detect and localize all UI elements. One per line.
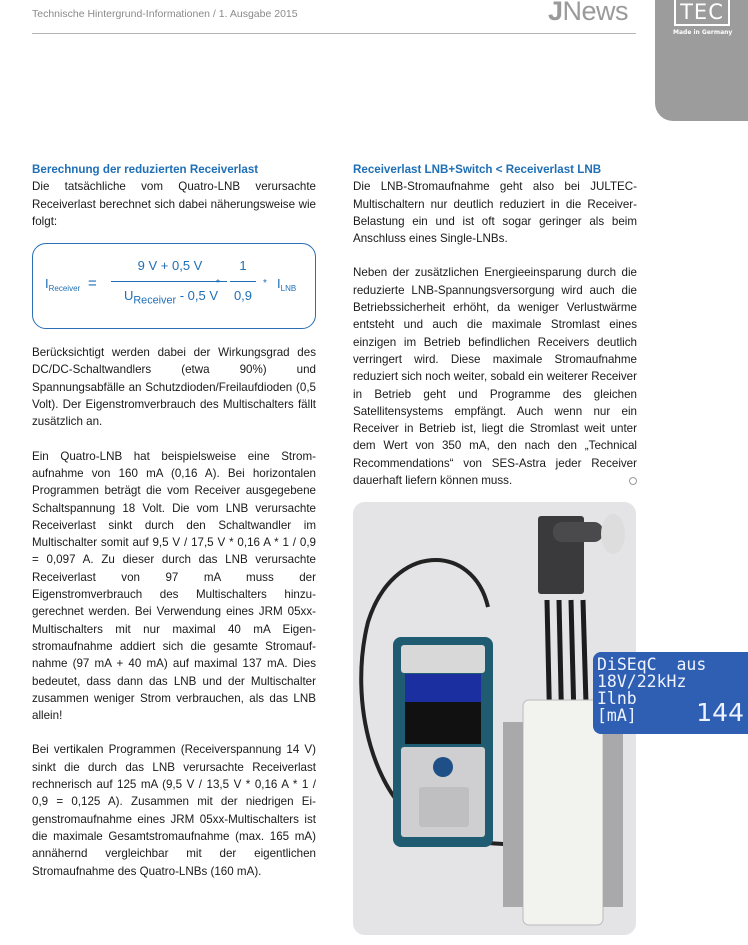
meter-number-keys xyxy=(419,787,469,827)
formula-efficiency: 0,9 xyxy=(233,288,253,303)
multiswitch xyxy=(523,700,603,925)
formula-rhs-subscript: LNB xyxy=(280,284,297,293)
logo-news: News xyxy=(562,0,629,26)
publication-title: Technische Hintergrund-Informationen / 1. Ausgabe 2015 xyxy=(32,8,298,20)
lcd-line: Ilnb xyxy=(597,689,637,708)
formula-denominator-rest: - 0,5 V xyxy=(176,288,219,303)
paragraph: Bei vertikalen Programmen (Receiverspannung 14 V) sinkt die durch das LNB verursachte Receiverlast rechnerisch auf 125 mA (9,5 V / 13,5 V * 0,16 A * 1 / 0,9 = 0,125 A). Zusammen mit der niedrigen Eigenstromaufnahme eines JRM 05xx-Multischalters ist die maximale Gesamtstromaufnahme (max. 165 mA) annähernd vergleichbar mit der eigentlichen Stromaufnahme des Quatro-LNBs (160 mA). xyxy=(32,743,316,878)
multiswitch-ports-right xyxy=(603,722,623,907)
paragraph: Ein Quatro-LNB hat beispielsweise eine Stromaufnahme von 160 mA (0,16 A). Bei horizontalen Programmen beträgt die vom Receiver ausgegebene Schaltspannung 18 Volt. Die vom LNB verursachte Receiverlast sinkt durch den Schaltwandler im Multischalter somit auf 9,5 V / 17,5 V * 0,16 A * 1 / 0,9 = 0,097 A. Zu dieser durch das LNB verursachte Receiverlast von 97 mA muss der Eigenstromverbrauch des Multischalters hinzugerechnet werden. Bei Verwendung eines JRM 05xx-Multischalters mit nur maximal 40 mA Eigenstromaufnahme addiert sich die gesamte Stromaufnahme (97 mA + 40 mA) auf maximal 137 mA. Dies bedeutet, dass dann das LNB und der Multischalter zusammen weniger Strom verbrauchen, als das LNB allein! xyxy=(32,449,316,723)
fraction-bar xyxy=(111,281,227,282)
brand-tagline: Made in Germany xyxy=(673,29,733,36)
right-column xyxy=(353,161,637,489)
paragraph: Die LNB-Stromaufnahme geht also bei JULTEC-Multischaltern nur deutlich reduziert in die Receiver-Belastung ein und ist oft sogar geringer als beim Anschluss eines Single-LNBs. xyxy=(353,180,637,246)
lcd-line: DiSEqC aus xyxy=(597,655,707,674)
paragraph: Berücksichtigt werden dabei der Wirkungsgrad des DC/DC-Schaltwandlers (etwa 90%) und Spannungsabfälle an Schutzdioden/Freilaufdioden (0,5 Volt). Der Eigenstromverbrauch des Multischalters fällt zusätzlich an. xyxy=(32,346,316,429)
fraction-bar xyxy=(230,281,256,282)
meter-screen-lower xyxy=(405,702,481,744)
formula-rhs xyxy=(277,276,296,293)
meter-top xyxy=(401,645,485,673)
formula-one: 1 xyxy=(239,258,247,273)
formula-numerator: 9 V + 0,5 V xyxy=(137,258,203,273)
lcd-line: 18V/22kHz xyxy=(597,672,687,691)
lnb-neck xyxy=(553,522,603,542)
formula-equals: = xyxy=(88,275,97,292)
lnb-cap xyxy=(601,514,625,554)
end-of-article-icon xyxy=(629,477,637,485)
formula-rhs-symbol: I xyxy=(277,276,281,291)
formula-box xyxy=(32,243,316,329)
jnews-logo xyxy=(548,0,628,27)
lcd-current-value: 144 xyxy=(696,698,744,727)
formula-u-symbol: U xyxy=(123,288,134,303)
section-heading: Berechnung der reduzierten Receiverlast xyxy=(32,163,259,176)
formula-times: * xyxy=(263,278,267,289)
multiswitch-ports-left xyxy=(503,722,523,907)
header-divider xyxy=(32,33,636,34)
meter-dpad xyxy=(433,757,453,777)
paragraph-gap xyxy=(353,247,637,264)
logo-j: J xyxy=(548,0,563,26)
lcd-callout xyxy=(593,652,748,734)
formula-times: * xyxy=(216,278,220,289)
formula-denominator xyxy=(111,288,231,307)
paragraph-gap xyxy=(32,724,316,741)
intro-paragraph: Die tatsächliche vom Quatro-LNB verursachte Receiverlast berechnet sich dabei näherungsweise wie folgt: xyxy=(32,180,316,228)
paragraph-gap xyxy=(32,431,316,448)
formula-u-subscript: Receiver xyxy=(133,294,177,307)
brand-logo: TEC xyxy=(674,0,730,26)
formula-lhs xyxy=(45,276,80,293)
paragraph xyxy=(353,264,637,489)
lcd-line: [mA] xyxy=(597,706,637,725)
paragraph-text: Neben der zusätzlichen Energieeinsparung durch die reduzierte LNB-Spannungsversorgung wird auch die Betriebssicherheit erhöht, da weniger Verlustwärme entsteht und auch die maximale Stromlast eines einzigen im Betrieb befindlichen Receivers deutlich verringert wird. Diese maximale Stromaufnahme reduziert sich noch weiter, sobald ein weiterer Receiver in Betrieb geht und Programme des gleichen Satellitensystems empfängt. Auch wenn nur ein Receiver in Betrieb ist, liegt die Stromlast weit unter dem Wert von 350 mA, den nach den „Technical Recommendations“ von SES-Astra jeder Receiver dauerhaft liefern können muss. xyxy=(353,266,637,488)
formula-lhs-subscript: Receiver xyxy=(48,284,81,293)
formula-lhs-symbol: I xyxy=(45,276,49,291)
section-heading: Receiverlast LNB+Switch < Receiverlast LNB xyxy=(353,163,602,176)
